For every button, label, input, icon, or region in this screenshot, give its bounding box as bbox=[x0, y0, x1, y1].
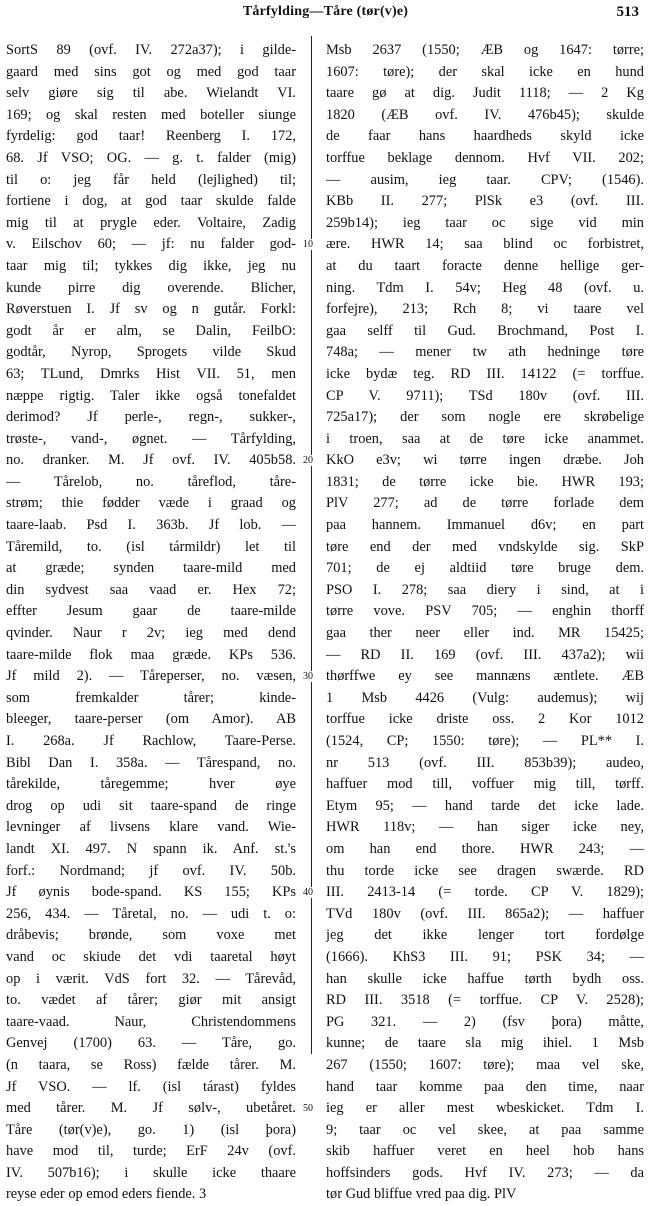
text-line: din sydvest saa vaad er. Hex 72; bbox=[6, 581, 296, 598]
text-line: at du taart foracte denne hellige ger- bbox=[326, 257, 644, 274]
text-line: mig til at prygle eder. Voltaire, Zadig bbox=[6, 214, 296, 231]
text-line: 256, 434. — Tåretal, no. — udi t. o: bbox=[6, 905, 296, 922]
text-line: forf.: Nordmand; jf ovf. IV. 50b. bbox=[6, 862, 296, 879]
text-line: no. dranker. M. Jf ovf. IV. 405b58. bbox=[6, 452, 296, 469]
text-line: skib haffuer veret en heel hob hans bbox=[326, 1143, 644, 1160]
text-line: at græde; synden taare-mild med bbox=[6, 560, 296, 577]
text-line: taare-milde flok maa græde. KPs 536. bbox=[6, 646, 296, 663]
text-line: taar mig til; tykkes dig ikke, jeg nu bbox=[6, 257, 296, 274]
text-line: 169; og skal resten med boteller siunge bbox=[6, 106, 296, 123]
text-line: to. vædet af tårer; giør mit ansigt bbox=[6, 992, 296, 1009]
text-line: 1607: tøre); der skal icke en hund bbox=[326, 63, 644, 80]
text-line: gaard med sins got og med god taar bbox=[6, 63, 296, 80]
text-line: fyrdelig: god taar! Reenberg I. 172, bbox=[6, 128, 296, 145]
text-line: forfejre), 213; Rch 8; vi taare vel bbox=[326, 301, 644, 318]
text-line: 1831; de tørre icke bie. HWR 193; bbox=[326, 473, 644, 490]
text-line: have mod til, turde; ErF 24v (ovf. bbox=[6, 1143, 296, 1160]
page-number: 513 bbox=[616, 4, 639, 20]
text-line: landt XI. 497. N spann ik. Anf. st.'s bbox=[6, 840, 296, 857]
text-line: godtår, Nyrop, Sprogets vilde Skud bbox=[6, 344, 296, 361]
text-line: Bibl Dan I. 358a. — Tårespand, no. bbox=[6, 754, 296, 771]
text-line: 259b14); ieg taar oc sige vid min bbox=[326, 214, 644, 231]
text-line: PSO I. 278; saa diery i sind, at i bbox=[326, 581, 644, 598]
text-line: Røverstuen I. Jf sv og n gutår. Forkl: bbox=[6, 301, 296, 318]
text-line: (n taara, se Ross) fælde tårer. M. bbox=[6, 1056, 296, 1073]
text-line: TVd 180v (ovf. III. 865a2); — haffuer bbox=[326, 905, 644, 922]
text-line: PlV 277; ad de tørre forlade dem bbox=[326, 495, 644, 512]
text-line: — Tårelob, no. tåreflod, tåre- bbox=[6, 473, 296, 490]
text-line: bleeger, taare-perser (om Amor). AB bbox=[6, 711, 296, 728]
text-line: taare-laab. Psd I. 363b. Jf lob. — bbox=[6, 517, 296, 534]
text-line: CP V. 9711); TSd 180v (ovf. III. bbox=[326, 387, 644, 404]
text-line: HWR 118v; — han siger icke ney, bbox=[326, 819, 644, 836]
text-line: torffue beklage dennom. Hvf VII. 202; bbox=[326, 149, 644, 166]
text-line: (1524, CP; 1550: tøre); — PL** I. bbox=[326, 733, 644, 749]
text-line: Tåre (tør(v)e), go. 1) (isl þora) bbox=[6, 1121, 296, 1138]
text-line: RD III. 3518 (= torffue. CP V. 2528); bbox=[326, 992, 644, 1009]
page-header bbox=[0, 4, 651, 26]
text-line: jeg det ikke lenger tort fordølge bbox=[326, 927, 644, 944]
text-line: KBb II. 277; PlSk e3 (ovf. III. bbox=[326, 193, 644, 210]
text-line: torffue icke driste oss. 2 Kor 1012 bbox=[326, 711, 644, 728]
line-number: 50 bbox=[296, 1103, 320, 1114]
text-line: han skulle icke haffue tørth bydh oss. bbox=[326, 970, 644, 987]
text-line: tøre end der med vndskylde sig. SkP bbox=[326, 538, 644, 555]
text-line: Jf VSO. — lf. (isl tárast) fyldes bbox=[6, 1078, 296, 1095]
text-line: de faar hans haardheds skyld icke bbox=[326, 128, 644, 145]
text-line: — ausim, ieg taar. CPV; (1546). bbox=[326, 171, 644, 188]
text-line: 63; TLund, Dmrks Hist VII. 51, men bbox=[6, 365, 296, 382]
text-line: tårekilde, tåregemme; hver øye bbox=[6, 776, 296, 793]
text-line: paa hannem. Immanuel d6v; en part bbox=[326, 517, 644, 534]
text-line: tørre vove. PSV 705; — enghin thorff bbox=[326, 603, 644, 620]
text-line: reyse eder op emod eders fiende. 3 bbox=[6, 1186, 207, 1203]
text-line: Jf mild 2). — Tåreperser, no. væsen, bbox=[6, 668, 296, 685]
text-line: thu torde icke see dragen swærde. RD bbox=[326, 862, 644, 879]
text-line: godt år er alm, se Dalin, FeilbO: bbox=[6, 322, 296, 339]
text-line: KkO e3v; wi tørre ingen dræbe. Joh bbox=[326, 452, 644, 469]
running-head: Tårfylding—Tåre (tør(v)e) bbox=[242, 4, 409, 19]
text-line: taare gø at dig. Judit 1118; — 2 Kg bbox=[326, 85, 644, 102]
line-number: 40 bbox=[296, 887, 320, 898]
text-line: ære. HWR 14; saa blind oc forbistret, bbox=[326, 236, 644, 253]
text-line: dråbevis; brønde, som voxe met bbox=[6, 927, 296, 944]
left-column bbox=[6, 40, 296, 1206]
column-divider bbox=[311, 36, 312, 1054]
text-line: gaa selff til Gud. Brochmand, Post I. bbox=[326, 322, 644, 339]
text-line: drog op udi sit taare-spand de ringe bbox=[6, 797, 296, 814]
text-line: Jf øynis bode-spand. KS 155; KPs bbox=[6, 884, 296, 901]
text-line: 267 (1550; 1607: tøre); maa vel ske, bbox=[326, 1056, 644, 1073]
text-line: 725a17); der som nogle ere skrøbelige bbox=[326, 409, 644, 426]
text-line: Tåremild, to. (isl tármildr) let til bbox=[6, 538, 296, 555]
text-line: ning. Tdm I. 54v; Heg 48 (ovf. u. bbox=[326, 279, 644, 296]
text-line: selv giøre sig til abe. Wielandt VI. bbox=[6, 85, 296, 102]
text-line: PG 321. — 2) (fsv þora) måtte, bbox=[326, 1013, 644, 1030]
text-line: 748a; — mener tw ath hedninge tøre bbox=[326, 344, 644, 361]
text-line: taare-vaad. Naur, Christendommens bbox=[6, 1013, 296, 1030]
text-line: til o: jeg får held (lejlighed) til; bbox=[6, 171, 296, 188]
text-line: næppe rigtig. Taler ikke også tonefaldet bbox=[6, 387, 296, 404]
text-line: haffuer mod till, voffuer mig till, tørff. bbox=[326, 776, 644, 793]
text-line: qvinder. Naur r 2v; ieg med dend bbox=[6, 625, 296, 642]
text-line: i troen, saa at de tøre icke anammet. bbox=[326, 430, 644, 447]
line-number: 20 bbox=[296, 455, 320, 466]
right-column bbox=[326, 40, 644, 1206]
line-number: 10 bbox=[296, 239, 320, 250]
text-line: fortiene i dog, at god taar skulde falde bbox=[6, 193, 296, 210]
text-line: III. 2413-14 (= torde. CP V. 1829); bbox=[326, 884, 644, 901]
text-line: tør Gud bliffue vred paa dig. PlV bbox=[326, 1186, 517, 1203]
text-line: derimod? Jf perle-, regn-, sukker-, bbox=[6, 409, 296, 426]
text-line: som fremkalder tårer; kinde- bbox=[6, 689, 296, 706]
text-line: thørffwe ey see mannæns æntlete. ÆB bbox=[326, 668, 644, 685]
text-line: Etym 95; — hand tarde det icke lade. bbox=[326, 797, 644, 814]
text-line: 9; taar oc vel skee, at paa samme bbox=[326, 1121, 644, 1138]
text-line: gaa ther neer eller ind. MR 15425; bbox=[326, 625, 644, 642]
text-line: 701; de ej aldtiid tøre bruge dem. bbox=[326, 560, 644, 577]
text-line: vand oc skiude det vdi taaretal høyt bbox=[6, 948, 296, 965]
text-line: nr 513 (ovf. III. 853b39); audeo, bbox=[326, 754, 644, 771]
text-line: Genvej (1700) 63. — Tåre, go. bbox=[6, 1035, 296, 1052]
text-line: — RD II. 169 (ovf. III. 437a2); wii bbox=[326, 646, 644, 663]
text-line: SortS 89 (ovf. IV. 272a37); i gilde- bbox=[6, 42, 296, 58]
text-line: icke bydæ teg. RD III. 14122 (= torffue. bbox=[326, 365, 644, 382]
text-line: IV. 507b16); i skulle icke thaare bbox=[6, 1164, 296, 1181]
text-line: 68. Jf VSO; OG. — g. t. falder (mig) bbox=[6, 149, 296, 166]
text-line: v. Eilschov 60; — jf: nu falder god- bbox=[6, 236, 296, 253]
text-line: med tårer. M. Jf sølv-, ubetåret. bbox=[6, 1100, 296, 1117]
text-line: kunne; de taare sla mig ihiel. 1 Msb bbox=[326, 1035, 644, 1052]
text-line: 1 Msb 4426 (Vulg: audemus); wij bbox=[326, 689, 644, 706]
text-line: kunde pirre dig overende. Blicher, bbox=[6, 279, 296, 296]
text-line: trøste-, vand-, øgnet. — Tårfylding, bbox=[6, 430, 296, 447]
text-line: op i værit. VdS fort 32. — Tårevåd, bbox=[6, 970, 296, 987]
text-line: om han end thore. HWR 243; — bbox=[326, 840, 644, 857]
text-line: levninger af livsens klare vand. Wie- bbox=[6, 819, 296, 836]
text-line: effter Jesum gaar de taare-milde bbox=[6, 603, 296, 620]
text-line: 1820 (ÆB ovf. IV. 476b45); skulde bbox=[326, 106, 644, 123]
line-number: 30 bbox=[296, 671, 320, 682]
text-line: I. 268a. Jf Rachlow, Taare-Perse. bbox=[6, 733, 296, 749]
text-line: hand taar komme paa den time, naar bbox=[326, 1078, 644, 1095]
text-line: strøm; thie fødder væde i graad og bbox=[6, 495, 296, 512]
text-line: hoffsinders gods. Hvf IV. 273; — da bbox=[326, 1164, 644, 1181]
text-line: ieg er aller mest wbeskicket. Tdm I. bbox=[326, 1100, 644, 1117]
text-line: Msb 2637 (1550; ÆB og 1647: tørre; bbox=[326, 42, 644, 58]
text-line: (1666). KhS3 III. 91; PSK 34; — bbox=[326, 948, 644, 965]
